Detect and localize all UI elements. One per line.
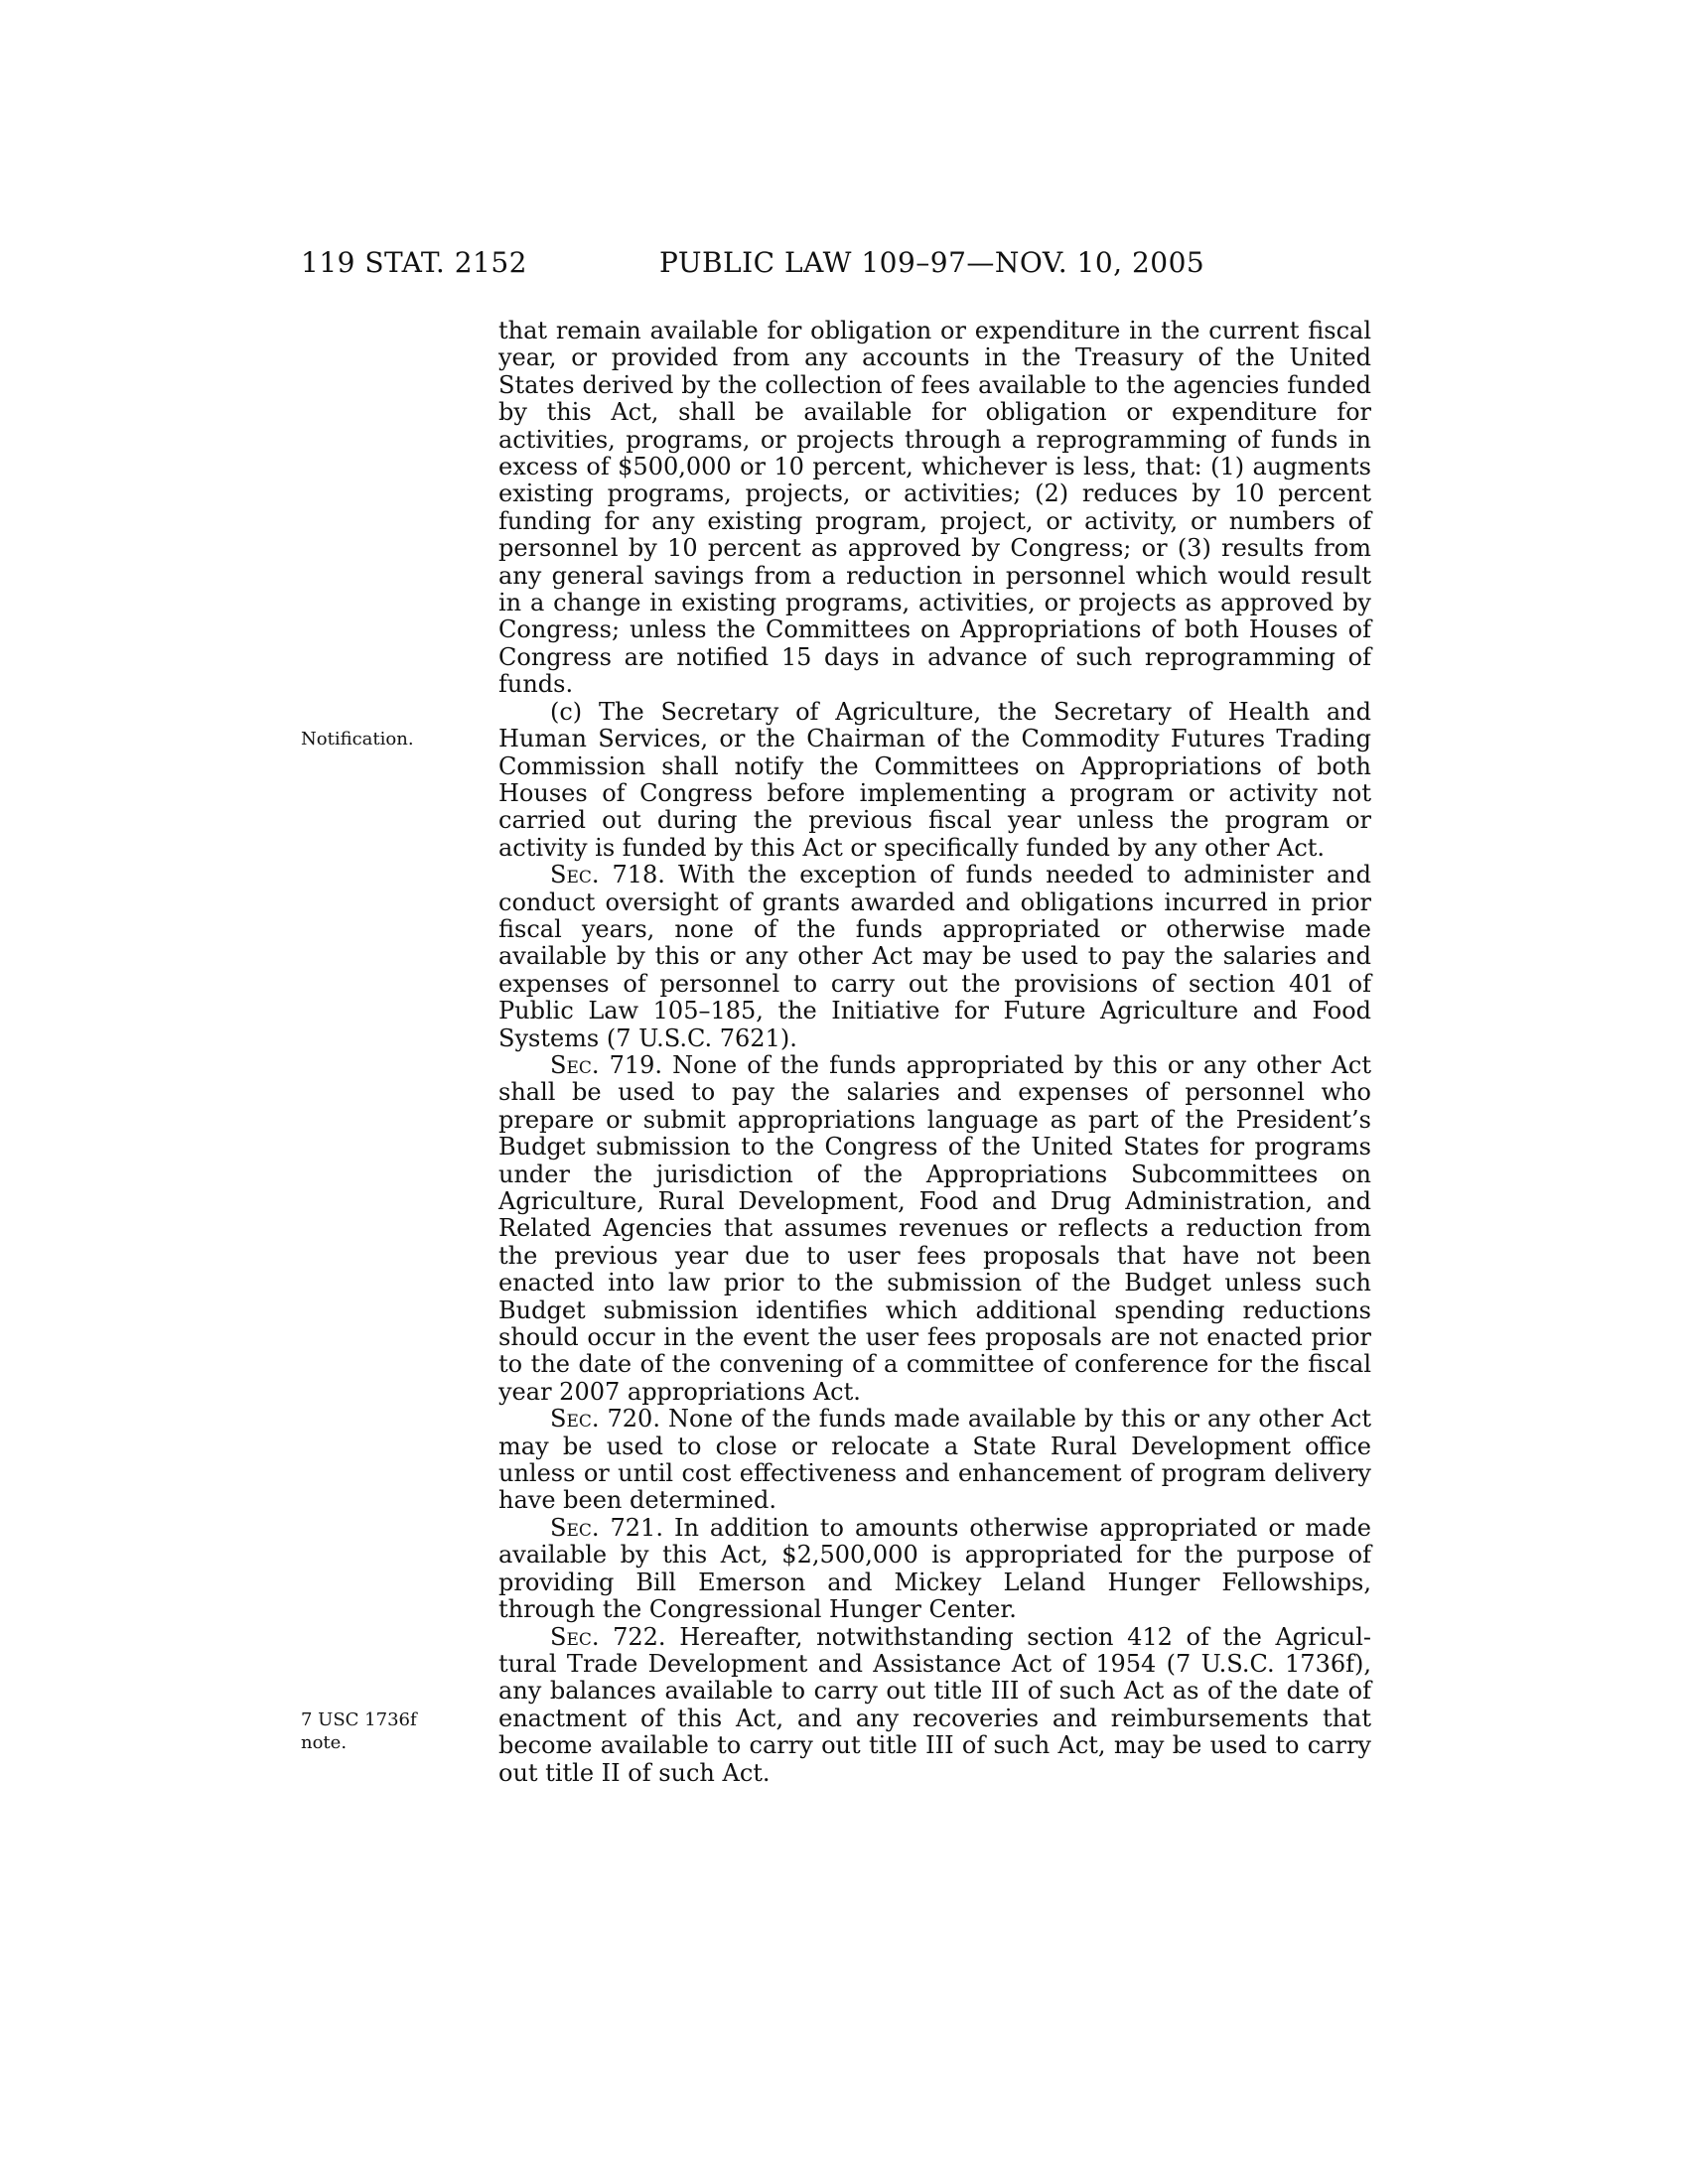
section-number-720: Sec. 720. (550, 1405, 660, 1433)
paragraph-sec-721 (498, 1515, 1371, 1624)
margin-note-notification (301, 728, 480, 751)
section-number-719: Sec. 719. (550, 1050, 663, 1079)
margin-note-notification-text: Notification. (301, 729, 414, 750)
paragraph-subsection-c: (c) The Secretary of Agriculture, the Secretary of Health and Human Services, or the Chairman of the Commodity Futures Trading Commission shall notify the Committees on Appropriations of both Houses of Congress before implementing a program or activity not carried out during the previous fiscal year unless the program or activity is funded by this Act or specifically funded by any other Act. (498, 697, 1371, 862)
public-law-title: PUBLIC LAW 109–97—NOV. 10, 2005 (659, 246, 1205, 279)
section-text-718: With the exception of funds needed to administer and conduct oversight of grants awarded and obligations incurred in prior fiscal years, none of the funds appropriated or otherwise made available by this or any other Act may be used to pay the salaries and expenses of personnel to carry out the provisions of section 401 of Public Law 105–185, the Initiative for Future Agriculture and Food Systems (7 U.S.C. 7621). (498, 861, 1371, 1052)
section-text-719: None of the funds appropriated by this or any other Act shall be used to pay the salaries and expenses of personnel who prepare or submit appropriations language as part of the President’s Budget submission to the Congress of the United States for programs under the jurisdiction of the Appropriations Subcommittees on Agriculture, Rural Development, Food and Drug Administration, and Related Agencies that assumes revenues or reflects a reduction from the previous year due to user fees proposals that have not been enacted into law prior to the submission of the Budget unless such Budget submission identifies which additional spending reductions should occur in the event the user fees proposals are not enacted prior to the date of the convening of a committee of conference for the fiscal year 2007 appropriations Act. (498, 1050, 1371, 1406)
page-header (0, 245, 1688, 285)
margin-note-usc-line1: 7 USC 1736f (301, 1709, 417, 1730)
paragraph-sec-719 (498, 1052, 1371, 1406)
section-text-721: In addition to amounts otherwise appropriated or made available by this Act, $2,500,000 is appropriated for the purpose of providing Bill Emerson and Mickey Leland Hunger Fellowships, through the Congressional Hunger Center. (498, 1513, 1371, 1624)
paragraph-sec-718 (498, 862, 1371, 1052)
main-text-column (498, 318, 1371, 1787)
section-text-720: None of the funds made available by this or any other Act may be used to close or relocate a State Rural Development office unless or until cost effectiveness and enhancement of program delivery have been determined. (498, 1405, 1371, 1515)
paragraph-continuation: that remain available for obligation or expenditure in the current fiscal year, or provided from any accounts in the Treasury of the United States derived by the collection of fees available to the agencies funded by this Act, shall be available for obligation or expenditure for activities, programs, or projects through a reprogramming of funds in excess of $500,000 or 10 percent, whichever is less, that: (1) augments existing programs, projects, or activities; (2) reduces by 10 percent funding for any existing program, project, or activity, or numbers of personnel by 10 percent as approved by Congress; or (3) results from any general savings from a reduction in personnel which would result in a change in existing programs, activities, or projects as approved by Congress; unless the Committees on Appropriations of both Houses of Congress are notified 15 days in advance of such reprogramming of funds. (498, 317, 1371, 699)
section-number-722: Sec. 722. (550, 1622, 666, 1651)
margin-note-usc-line2: note. (301, 1732, 348, 1753)
section-number-718: Sec. 718. (550, 861, 665, 889)
section-number-721: Sec. 721. (550, 1513, 663, 1542)
paragraph-sec-722 (498, 1624, 1371, 1787)
section-text-722: Hereafter, notwithstanding section 412 of the Agricultural Trade Development and Assistance Act of 1954 (7 U.S.C. 1736f), any balances available to carry out title III of such Act as of the date of enactment of this Act, and any recoveries and reimbursements that become available to carry out title III of such Act, may be used to carry out title II of such Act. (498, 1622, 1371, 1787)
paragraph-sec-720 (498, 1406, 1371, 1515)
statute-page-reference: 119 STAT. 2152 (301, 246, 527, 279)
margin-note-usc-citation (301, 1708, 480, 1754)
